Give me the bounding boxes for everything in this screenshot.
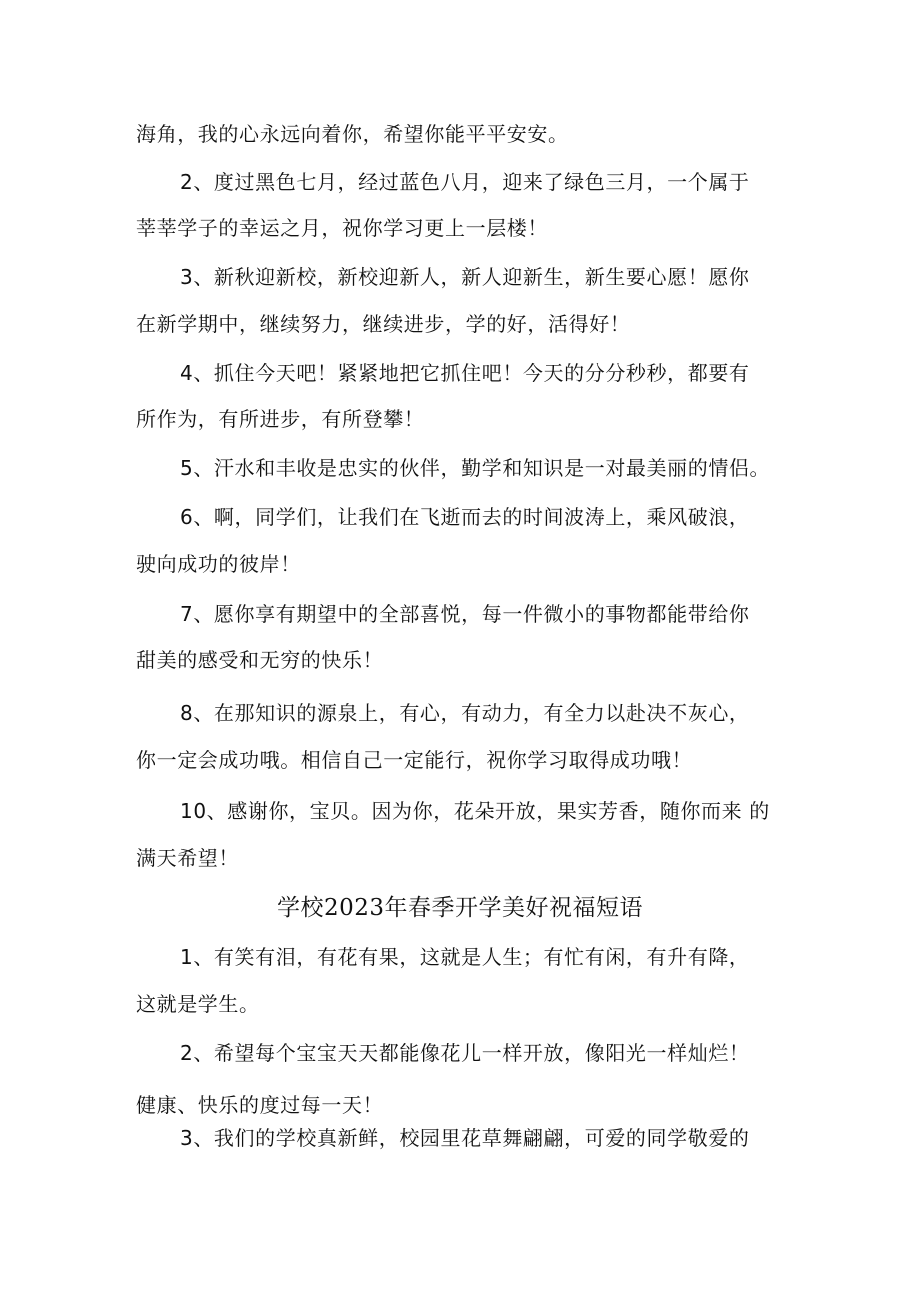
paragraph-line: 健康、快乐的度过每一天！ (136, 1093, 384, 1117)
paragraph-line: 莘莘学子的幸运之月，祝你学习更上一层楼！ (136, 216, 548, 240)
paragraph-line: 驶向成功的彼岸！ (136, 552, 301, 576)
paragraph-line: 甜美的感受和无穷的快乐！ (136, 648, 384, 672)
paragraph-line: 你一定会成功哦。相信自己一定能行，祝你学习取得成功哦！ (136, 748, 693, 772)
paragraph-line: 1、有笑有泪，有花有果，这就是人生；有忙有闲，有升有降， (180, 945, 750, 969)
paragraph-line: 10、感谢你，宝贝。因为你，花朵开放，果实芳香，随你而来 的 (180, 799, 770, 823)
paragraph-line: 海角，我的心永远向着你，希望你能平平安安。 (136, 122, 569, 146)
paragraph-line: 3、我们的学校真新鲜，校园里花草舞翩翩，可爱的同学敬爱的 (180, 1126, 750, 1150)
paragraph-line: 7、愿你享有期望中的全部喜悦，每一件微小的事物都能带给你 (180, 602, 750, 626)
paragraph-line: 5、汗水和丰收是忠实的伙伴，勤学和知识是一对最美丽的情侣。 (180, 456, 771, 480)
paragraph-line: 3、新秋迎新校，新校迎新人，新人迎新生，新生要心愿！愿你 (180, 265, 750, 289)
paragraph-line: 满天希望！ (136, 846, 239, 870)
paragraph-line: 在新学期中，继续努力，继续进步，学的好，活得好！ (136, 312, 631, 336)
paragraph-line: 2、度过黑色七月，经过蓝色八月，迎来了绿色三月，一个属于 (180, 170, 750, 194)
section-title: 学校2023年春季开学美好祝福短语 (276, 895, 644, 921)
paragraph-line: 这就是学生。 (136, 992, 260, 1016)
paragraph-line: 6、啊，同学们，让我们在飞逝而去的时间波涛上，乘风破浪， (180, 505, 750, 529)
paragraph-line: 所作为，有所进步，有所登攀！ (136, 407, 425, 431)
paragraph-line: 2、希望每个宝宝天天都能像花儿一样开放，像阳光一样灿烂！ (180, 1041, 750, 1065)
paragraph-line: 4、抓住今天吧！紧紧地把它抓住吧！今天的分分秒秒，都要有 (180, 361, 750, 385)
paragraph-line: 8、在那知识的源泉上，有心，有动力，有全力以赴决不灰心， (180, 701, 750, 725)
